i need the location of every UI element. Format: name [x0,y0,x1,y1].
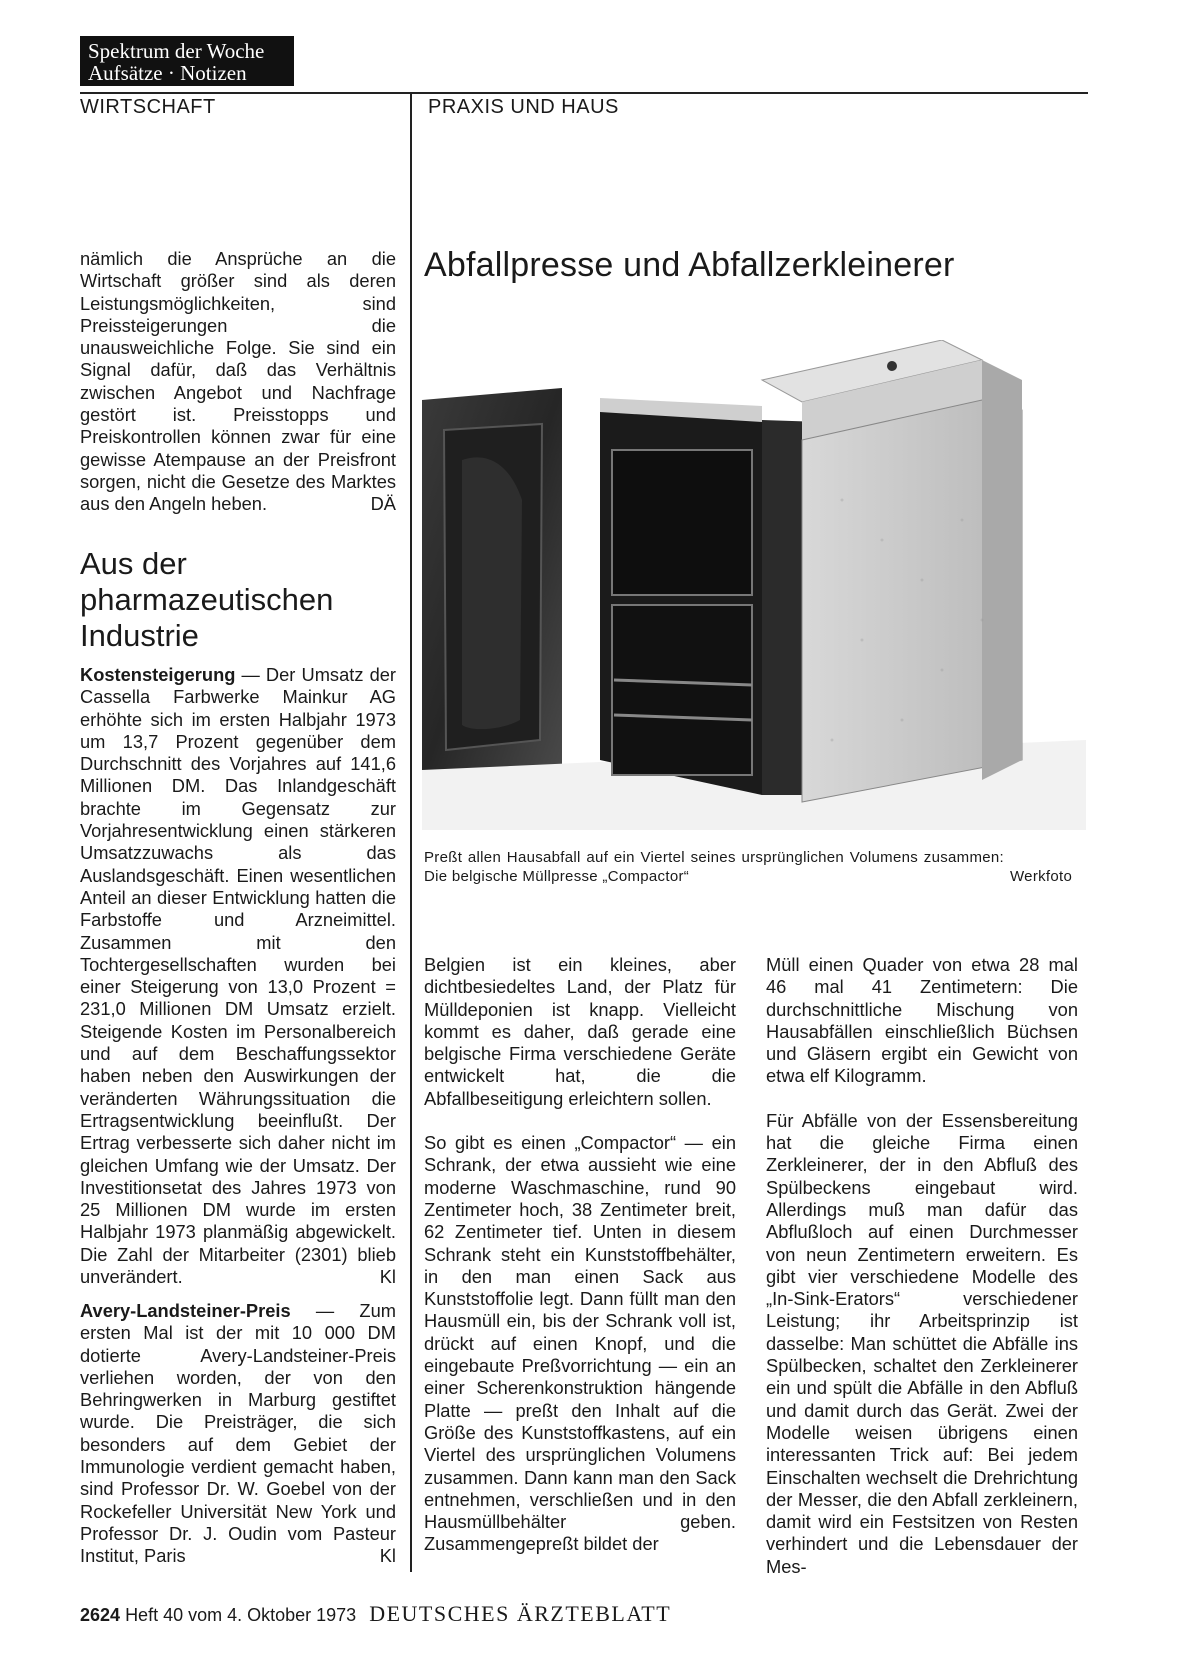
news-item-1 [80,664,396,1288]
article-column-1 [424,954,736,1556]
badge-line-1: Spektrum der Woche [88,39,265,63]
article-col2-paragraph-2: Für Abfälle von der Essensbereitung hat die gleiche Firma einen Zerkleinerer, der in den Abfluß des Spülbeckens eingebaut wird. Allerdings muß man dafür das Abflußloch auf einen Durchmesser von neun Zentimetern erweitern. Es gibt vier verschiedene Modelle des „In-Sink-Erators“ verschiedener Leistung; ihr Arbeitsprinzip ist dasselbe: Man schüttet die Abfälle ins Spülbecken, schaltet den Zerkleinerer ein und spült die Abfälle in den Abfluß und damit durch das Gerät. Zwei der Modelle weisen übrigens einen interessanten Trick auf: Bei jedem Einschalten wechselt die Drehrichtung der Messer, die den Abfall zerkleinern, damit wird ein Festsitzen von Resten verhindert und die Lebensdauer der Mes- [766,1109,1078,1577]
column-divider [410,92,412,1572]
photo-credit: Werkfoto [1010,868,1073,885]
header-rule [80,92,1088,94]
right-section-label: PRAXIS UND HAUS [428,96,619,118]
continuation-signature: DÄ [370,493,396,515]
badge-line-2: Aufsätze · Notizen [88,61,247,85]
news-item-1-signature: Kl [379,1266,396,1288]
article-col1-paragraph-2: So gibt es einen „Compactor“ — ein Schrank, der etwa aussieht wie eine moderne Waschmaschine, rund 90 Zentimeter hoch, 38 Zentimeter breit, 62 Zentimeter tief. Unten in diesem Schrank steht ein Kunststoffbehälter, in den man einen Sack aus Kunststoffolie legt. Dann füllt man den Hausmüll ein, bis der Schrank voll ist, drückt auf einen Knopf, und die eingebaute Preßvorrichtung — ein an einer Scherenkonstruktion hängende Platte — preßt den Inhalt auf die Größe des Kunststoffkastens, auf ein Viertel des ursprünglichen Volumens zusammen. Dann kann man den Sack entnehmen, verschließen und in den Hausmüllbehälter geben. Zusammengepreßt bildet der [424,1132,736,1555]
article-col2-paragraph-1: Müll einen Quader von etwa 28 mal 46 mal 41 Zentimetern: Die durchschnittliche Mischung von Hausabfällen einschließlich Büchsen und Gläsern ergibt ein Gewicht von etwa elf Kilogramm. [766,954,1078,1087]
news-item-2-signature: Kl [379,1545,396,1567]
continuation-body: nämlich die Ansprüche an die Wirtschaft größer sind als deren Leistungsmöglichkeiten, sind Preissteigerungen die unausweichliche Folge. Sie sind ein Signal dafür, daß das Verhältnis zwischen Angebot und Nachfrage gestört ist. Preisstopps und Preiskontrollen können zwar für eine gewisse Atempause an der Preisfront sorgen, nicht die Gesetze des Marktes aus den Angeln heben. [80,248,396,515]
issue-info: Heft 40 vom 4. Oktober 1973 [125,1605,357,1625]
compactor-photo [422,340,1086,830]
photo-caption: Preßt allen Hausabfall auf ein Viertel seines ursprünglichen Volumens zusammen: Die belgische Müllpresse „Compactor“ [424,849,1004,885]
news-item-2-lead: Avery-Landsteiner-Preis [80,1300,291,1321]
article-column-2 [766,954,1078,1578]
compactor-photo-illustration [422,340,1086,830]
page-footer [80,1601,671,1627]
article-col1-paragraph-1: Belgien ist ein kleines, aber dichtbesiedeltes Land, der Platz für Mülldeponien ist knapp. Vielleicht kommt es daher, daß gerade eine belgische Firma verschiedene Geräte entwickelt hat, die die Abfallbeseitigung erleichtern sollen. [424,954,736,1109]
left-section-label: WIRTSCHAFT [80,96,216,118]
news-item-2 [80,1300,396,1568]
continuation-text [80,248,396,516]
page-number: 2624 [80,1605,121,1625]
journal-name: DEUTSCHES ÄRZTEBLATT [369,1601,672,1626]
article-title: Abfallpresse und Abfallzerkleinerer [424,246,955,284]
section-badge [80,36,294,86]
news-item-1-lead: Kostensteigerung [80,664,236,685]
news-item-1-text: — Der Umsatz der Cassella Farbwerke Mainkur AG erhöhte sich im ersten Halbjahr 1973 um 13,7 Prozent gegenüber dem Durchschnitt des Vorjahres auf 141,6 Millionen DM. Das Inlandgeschäft brachte im Gegensatz zur Vorjahresentwicklung einen stärkeren Umsatzzuwachs als das Auslandsgeschäft. Einen wesentlichen Anteil an dieser Entwicklung hatten die Farbstoffe und Arzneimittel. Zusammen mit den Tochtergesellschaften wurden bei einer Steigerung von 13,0 Prozent = 231,0 Millionen DM Umsatz erzielt. Steigende Kosten im Personalbereich und auf dem Beschaffungssektor haben neben den Auswirkungen der veränderten Währungssituation die Ertragsentwicklung beeinflußt. Der Ertrag verbesserte sich daher nicht im gleichen Umfang wie der Umsatz. Der Investitionsetat des Jahres 1973 von 25 Millionen DM wurde im ersten Halbjahr 1973 planmäßig abgewickelt. Die Zahl der Mitarbeiter (2301) blieb unverändert. [80,664,396,1288]
news-item-2-text: — Zum ersten Mal ist der mit 10 000 DM dotierte Avery-Landsteiner-Preis verliehen worden, der von den Behringwerken in Marburg gestiftet wurde. Die Preisträger, die sich besonders auf dem Gebiet der Immunologie verdient gemacht haben, sind Professor Dr. W. Goebel von der Rockefeller Universität New York und Professor Dr. J. Oudin vom Pasteur Institut, Paris [80,1300,396,1567]
section-heading: Aus der pharmazeutischen Industrie [80,546,334,653]
